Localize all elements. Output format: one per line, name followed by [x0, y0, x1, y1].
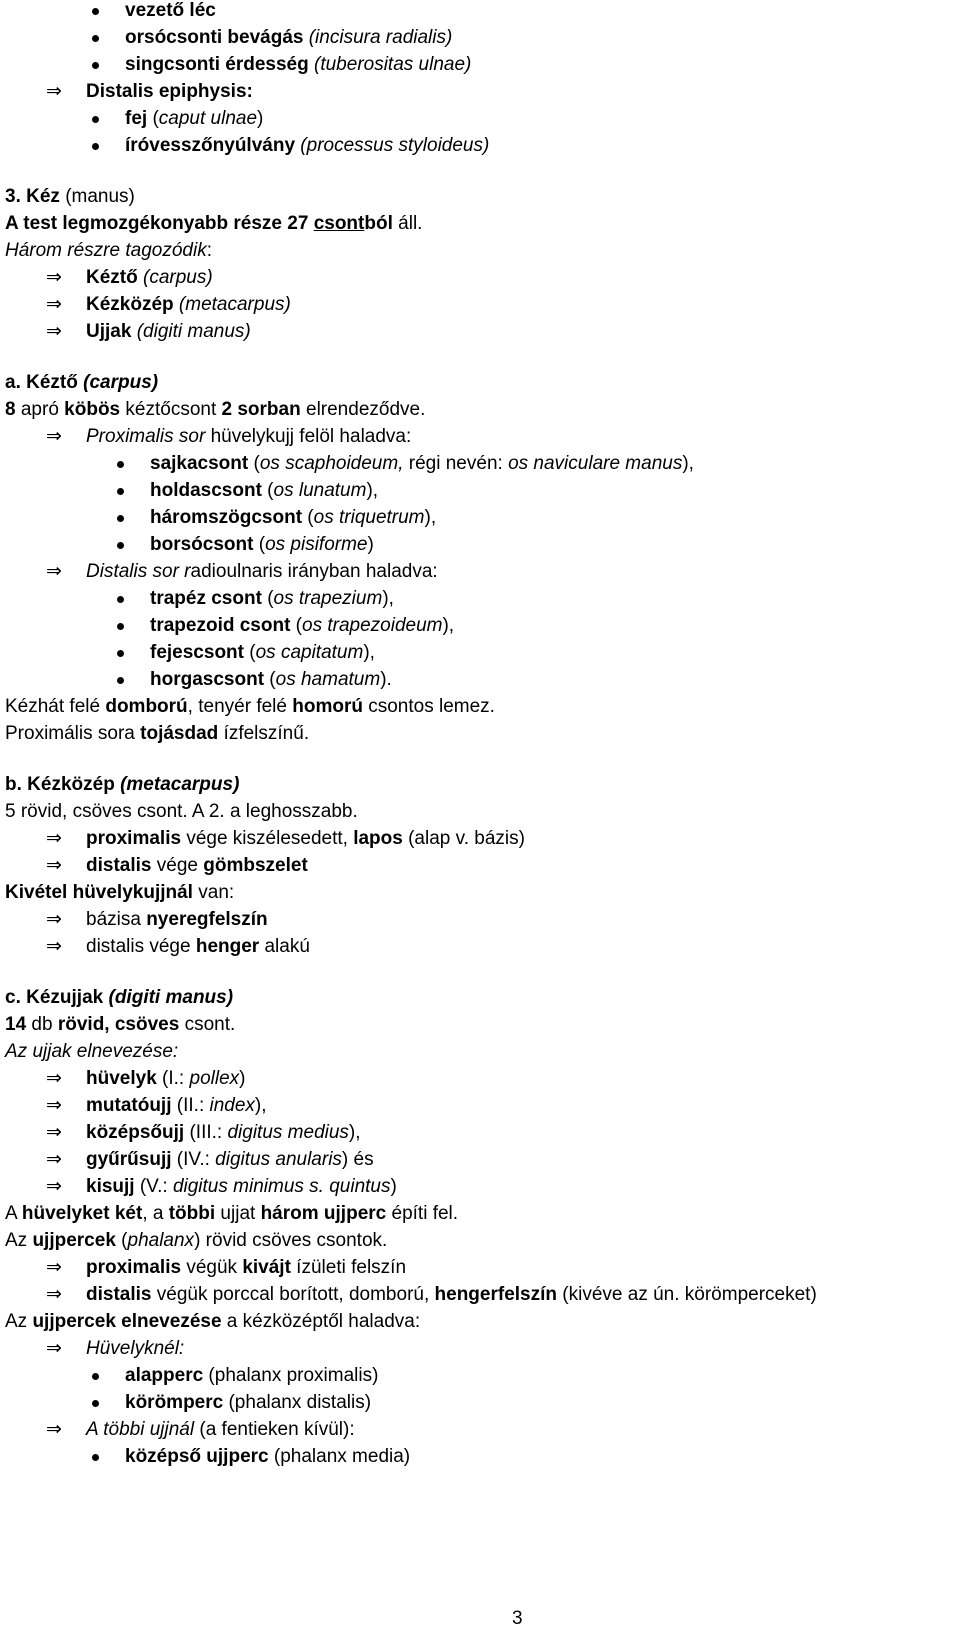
text-line	[125, 108, 263, 130]
text-segment: homorú	[292, 696, 363, 717]
text-line	[46, 1175, 397, 1198]
text-segment: ból	[364, 213, 393, 234]
text-segment: caput ulnae	[158, 108, 258, 129]
text-segment: csont.	[179, 1014, 236, 1035]
text-line	[46, 854, 308, 877]
text-line	[125, 1446, 410, 1468]
text-segment: distalis vége	[86, 936, 196, 957]
text-line	[5, 987, 233, 1009]
double-arrow-icon: ⇒	[46, 560, 62, 582]
text-segment: (	[261, 588, 274, 609]
bullet-icon	[92, 8, 99, 15]
text-segment: hüvelykujj felöl haladva:	[205, 426, 412, 447]
text-line	[125, 54, 471, 76]
text-line	[150, 480, 378, 502]
text-segment: (processus styloideus)	[295, 135, 490, 156]
double-arrow-icon: ⇒	[46, 1175, 62, 1197]
text-segment: A	[5, 1203, 22, 1224]
text-segment: ),	[382, 588, 394, 609]
text-segment: ) rövid csöves csontok.	[194, 1230, 388, 1251]
text-segment: Ujjak	[86, 321, 132, 342]
double-arrow-icon: ⇒	[46, 1094, 62, 1116]
text-segment: (	[253, 534, 266, 555]
text-segment: apró	[15, 399, 65, 420]
text-segment: ),	[424, 507, 437, 528]
text-segment: Kivétel hüvelykujjnál	[5, 882, 193, 903]
bullet-icon	[92, 1400, 99, 1407]
text-segment: többi	[168, 1203, 216, 1224]
double-arrow-icon: ⇒	[46, 1067, 62, 1089]
bullet-icon	[117, 542, 124, 549]
text-line	[5, 1014, 235, 1036]
text-segment: (	[243, 642, 256, 663]
text-segment: alakú	[259, 936, 310, 957]
double-arrow-icon: ⇒	[46, 1337, 62, 1359]
text-segment: Distalis epiphysis:	[86, 81, 253, 102]
double-arrow-icon: ⇒	[46, 266, 62, 288]
text-line	[5, 1203, 458, 1225]
text-segment: (II.:	[171, 1095, 210, 1116]
text-line	[46, 425, 412, 448]
text-segment: os triquetrum	[313, 507, 425, 528]
text-line	[5, 882, 234, 904]
text-line	[150, 534, 374, 556]
double-arrow-icon: ⇒	[46, 935, 62, 957]
text-segment: (digiti manus)	[108, 987, 234, 1008]
text-segment: ),	[682, 453, 694, 474]
text-segment: (phalanx media)	[268, 1446, 411, 1467]
text-segment: , a	[142, 1203, 169, 1224]
text-segment: (manus)	[59, 186, 135, 207]
text-segment: csont	[313, 213, 365, 234]
text-line	[46, 908, 268, 931]
double-arrow-icon: ⇒	[46, 80, 62, 102]
text-segment: os hamatum	[275, 669, 381, 690]
text-segment: bázisa	[86, 909, 147, 930]
text-segment: distalis	[86, 855, 152, 876]
text-segment: Kézközép	[86, 294, 174, 315]
text-segment: Három részre tagozódik	[5, 240, 207, 261]
text-segment: végük	[181, 1257, 243, 1278]
bullet-icon	[117, 623, 124, 630]
text-segment: (	[147, 108, 159, 129]
bullet-icon	[117, 650, 124, 657]
text-segment: fejescsont	[150, 642, 244, 663]
text-segment: phalanx	[127, 1230, 195, 1251]
text-segment: A test legmozgékonyabb része 27	[5, 213, 314, 234]
text-segment: orsócsonti bevágás	[125, 27, 304, 48]
bullet-icon	[92, 35, 99, 42]
text-line	[5, 723, 309, 745]
text-line	[5, 240, 212, 262]
text-line	[5, 801, 358, 823]
text-segment: os lunatum	[273, 480, 367, 501]
text-line	[46, 935, 310, 958]
text-segment: sajkacsont	[150, 453, 249, 474]
text-segment: borsócsont	[150, 534, 254, 555]
text-line	[46, 827, 525, 850]
text-segment: ),	[442, 615, 455, 636]
double-arrow-icon: ⇒	[46, 1283, 62, 1305]
double-arrow-icon: ⇒	[46, 827, 62, 849]
text-segment: )	[390, 1176, 397, 1197]
text-segment: 3. Kéz	[5, 186, 60, 207]
text-segment: os pisiforme	[265, 534, 368, 555]
text-segment: ),	[366, 480, 379, 501]
text-segment: középső ujjperc	[125, 1446, 269, 1467]
text-segment: hüvelyket két	[21, 1203, 143, 1224]
text-segment: ujjpercek	[32, 1230, 116, 1251]
text-segment: hüvelyk	[86, 1068, 157, 1089]
text-segment: , tenyér felé	[187, 696, 293, 717]
text-segment: (	[302, 507, 314, 528]
text-segment: 2 sorban	[221, 399, 301, 420]
text-segment: Az ujjak elnevezése:	[5, 1041, 179, 1062]
text-segment: (alap v. bázis)	[402, 828, 525, 849]
text-line	[5, 774, 239, 796]
text-segment: (	[115, 1230, 128, 1251]
text-segment: 5 rövid, csöves csont. A 2. a leghosszabb.	[5, 801, 358, 822]
text-segment: os scaphoideum,	[259, 453, 404, 474]
text-segment: Distalis sor r	[86, 561, 191, 582]
text-segment: A többi ujjnál	[86, 1419, 195, 1440]
text-line	[46, 1418, 355, 1441]
text-segment: ízületi felszín	[290, 1257, 407, 1278]
text-segment: körömperc	[125, 1392, 224, 1413]
text-segment: domború	[105, 696, 188, 717]
bullet-icon	[117, 461, 124, 468]
text-line	[125, 1365, 378, 1387]
text-segment: háromszögcsont	[150, 507, 303, 528]
text-line	[5, 372, 158, 394]
double-arrow-icon: ⇒	[46, 320, 62, 342]
bullet-icon	[117, 677, 124, 684]
text-line	[46, 293, 291, 316]
bullet-icon	[92, 62, 99, 69]
text-segment: (phalanx distalis)	[223, 1392, 372, 1413]
text-segment: elrendeződve.	[300, 399, 426, 420]
text-line	[150, 507, 436, 529]
text-segment: os naviculare manus	[508, 453, 683, 474]
page-number: 3	[512, 1608, 523, 1629]
text-segment: mutatóujj	[86, 1095, 172, 1116]
text-segment: holdascsont	[150, 480, 262, 501]
text-segment: (digiti manus)	[131, 321, 251, 342]
text-segment: Az	[5, 1311, 33, 1332]
text-segment: b. Kézközép	[5, 774, 121, 795]
text-segment: ) és	[341, 1149, 374, 1170]
text-segment: vezető léc	[125, 0, 216, 21]
text-segment: köbös	[64, 399, 121, 420]
text-segment: horgascsont	[150, 669, 265, 690]
text-segment: van:	[192, 882, 235, 903]
text-segment: (IV.:	[171, 1149, 216, 1170]
text-line	[150, 453, 694, 475]
text-line	[5, 186, 135, 208]
text-line	[46, 1256, 407, 1279]
text-segment: singcsonti érdesség	[125, 54, 309, 75]
text-segment: hengerfelszín	[434, 1284, 558, 1305]
text-line	[46, 1094, 267, 1117]
text-segment: c. Kézujjak	[5, 987, 109, 1008]
text-segment: alapperc	[125, 1365, 204, 1386]
text-segment: ),	[254, 1095, 267, 1116]
text-segment: (V.:	[134, 1176, 173, 1197]
text-line	[46, 1283, 817, 1306]
text-line	[150, 669, 392, 691]
text-segment: fej	[125, 108, 148, 129]
text-segment: a. Kéztő	[5, 372, 84, 393]
double-arrow-icon: ⇒	[46, 1418, 62, 1440]
text-line	[150, 615, 454, 637]
text-line	[5, 1230, 387, 1252]
text-segment: kivájt	[242, 1257, 291, 1278]
text-segment: :	[206, 240, 212, 261]
text-line	[125, 1392, 371, 1414]
text-segment: kéztőcsont	[120, 399, 222, 420]
text-segment: (a fentieken kívül):	[194, 1419, 355, 1440]
text-segment: digitus anularis	[215, 1149, 342, 1170]
text-segment: trapezoid csont	[150, 615, 291, 636]
text-line	[5, 1311, 420, 1333]
text-segment: rövid, csöves	[57, 1014, 180, 1035]
text-line	[125, 135, 489, 157]
text-segment: proximalis	[86, 1257, 182, 1278]
double-arrow-icon: ⇒	[46, 1148, 62, 1170]
text-segment: proximalis	[86, 828, 182, 849]
text-segment: (	[248, 453, 260, 474]
text-line	[5, 1041, 178, 1063]
text-segment: (	[261, 480, 274, 501]
bullet-icon	[92, 143, 99, 150]
text-segment: ).	[380, 669, 392, 690]
text-segment: (metacarpus)	[120, 774, 240, 795]
text-line	[46, 80, 253, 103]
text-line	[46, 1067, 246, 1090]
text-segment: ujjat	[215, 1203, 261, 1224]
text-line	[125, 27, 452, 49]
text-segment: os trapezium	[273, 588, 383, 609]
text-segment: (	[290, 615, 303, 636]
text-segment: nyeregfelszín	[146, 909, 268, 930]
text-segment: Kézhát felé	[5, 696, 106, 717]
text-line	[46, 266, 213, 289]
text-segment: ujjpercek elnevezése	[32, 1311, 222, 1332]
text-segment: (carpus)	[137, 267, 213, 288]
text-line	[46, 320, 251, 343]
text-segment: régi nevén:	[403, 453, 509, 474]
text-line	[125, 0, 216, 22]
text-segment: os capitatum	[255, 642, 364, 663]
double-arrow-icon: ⇒	[46, 1121, 62, 1143]
text-segment: (tuberositas ulnae)	[308, 54, 472, 75]
text-segment: pollex	[189, 1068, 240, 1089]
text-segment: (I.:	[156, 1068, 190, 1089]
text-segment: (carpus)	[83, 372, 159, 393]
text-segment: ),	[348, 1122, 361, 1143]
text-segment: Proximalis sor	[86, 426, 206, 447]
bullet-icon	[92, 116, 99, 123]
bullet-icon	[92, 1454, 99, 1461]
text-segment: íróvesszőnyúlvány	[125, 135, 296, 156]
text-segment: középsőujj	[86, 1122, 185, 1143]
text-segment: kisujj	[86, 1176, 135, 1197]
double-arrow-icon: ⇒	[46, 908, 62, 930]
text-segment: Az	[5, 1230, 33, 1251]
text-segment: (incisura radialis)	[303, 27, 453, 48]
text-segment: Kéztő	[86, 267, 138, 288]
text-segment: 14	[5, 1014, 27, 1035]
text-segment: adioulnaris irányban haladva:	[190, 561, 438, 582]
text-segment: db	[26, 1014, 58, 1035]
text-segment: vége	[151, 855, 204, 876]
text-segment: (kivéve az ún. körömperceket)	[557, 1284, 817, 1305]
text-segment: gömbszelet	[203, 855, 308, 876]
double-arrow-icon: ⇒	[46, 293, 62, 315]
text-segment: csontos lemez.	[362, 696, 495, 717]
text-line	[5, 696, 495, 718]
text-segment: a kézközéptől haladva:	[221, 1311, 421, 1332]
text-line	[5, 399, 425, 421]
text-line	[150, 642, 375, 664]
bullet-icon	[92, 1373, 99, 1380]
text-segment: építi fel.	[386, 1203, 459, 1224]
double-arrow-icon: ⇒	[46, 1256, 62, 1278]
double-arrow-icon: ⇒	[46, 425, 62, 447]
bullet-icon	[117, 596, 124, 603]
text-segment: Proximális sora	[5, 723, 141, 744]
text-line	[46, 1148, 374, 1171]
text-line	[5, 213, 422, 235]
text-segment: index	[209, 1095, 255, 1116]
text-segment: gyűrűsujj	[86, 1149, 172, 1170]
text-segment: vége kiszélesedett,	[181, 828, 354, 849]
double-arrow-icon: ⇒	[46, 854, 62, 876]
text-segment: Hüvelyknél:	[86, 1338, 185, 1359]
text-segment: digitus minimus s. quintus	[172, 1176, 391, 1197]
text-segment: ízfelszínű.	[218, 723, 310, 744]
text-segment: 8	[5, 399, 16, 420]
text-line	[46, 1121, 361, 1144]
bullet-icon	[117, 488, 124, 495]
text-segment: végük porccal borított, domború,	[151, 1284, 435, 1305]
text-segment: (III.:	[184, 1122, 228, 1143]
text-segment: lapos	[353, 828, 403, 849]
text-segment: henger	[195, 936, 260, 957]
text-segment: áll.	[392, 213, 423, 234]
text-segment: (phalanx proximalis)	[203, 1365, 379, 1386]
text-segment: os trapezoideum	[302, 615, 443, 636]
text-segment: digitus medius	[227, 1122, 349, 1143]
text-segment: ),	[363, 642, 375, 663]
text-segment: (metacarpus)	[173, 294, 291, 315]
text-line	[46, 1337, 185, 1360]
text-segment: tojásdad	[140, 723, 219, 744]
text-segment: )	[257, 108, 264, 129]
text-segment: trapéz csont	[150, 588, 262, 609]
text-segment: három ujjperc	[260, 1203, 387, 1224]
text-segment: (	[264, 669, 276, 690]
text-segment: )	[367, 534, 374, 555]
bullet-icon	[117, 515, 124, 522]
text-segment: distalis	[86, 1284, 152, 1305]
text-line	[46, 560, 438, 583]
text-segment: )	[239, 1068, 246, 1089]
text-line	[150, 588, 394, 610]
